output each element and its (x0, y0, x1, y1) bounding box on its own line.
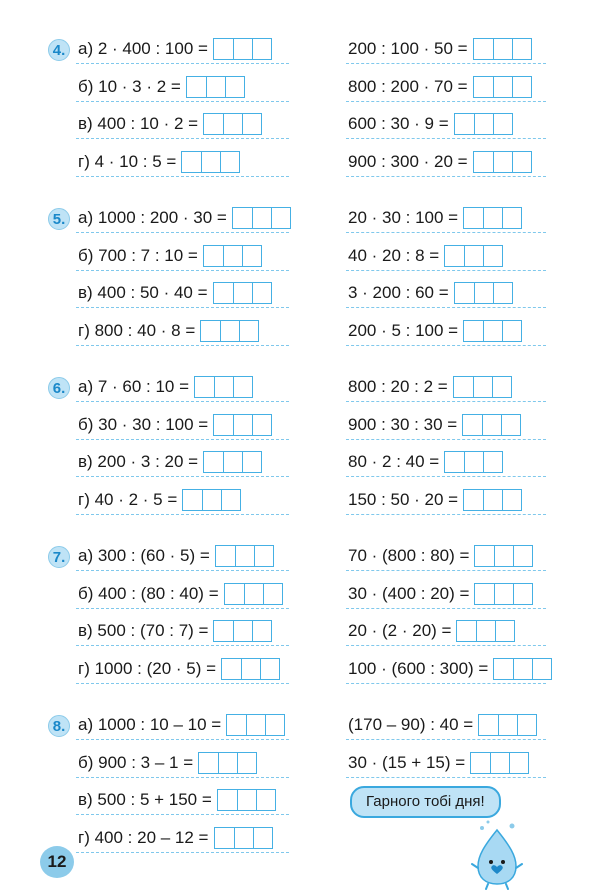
answer-cell[interactable] (220, 321, 239, 341)
answer-boxes[interactable] (474, 545, 533, 567)
expression-text: б) 400 : (80 : 40) = (78, 583, 219, 603)
expression-left (78, 450, 262, 474)
expression-text: 200 : 100 · 50 = (348, 39, 468, 58)
answer-cell[interactable] (222, 659, 241, 679)
answer-cell[interactable] (227, 715, 246, 735)
answer-cell[interactable] (225, 584, 244, 604)
answer-cell[interactable] (235, 546, 254, 566)
answer-cell[interactable] (218, 790, 237, 810)
answer-cell[interactable] (455, 114, 474, 134)
answer-cell[interactable] (509, 753, 528, 773)
dashed-guide-line (76, 307, 289, 308)
dashed-guide-line (76, 345, 289, 346)
answer-cell[interactable] (502, 490, 521, 510)
dashed-guide-line (346, 270, 546, 271)
answer-boxes[interactable] (444, 245, 503, 267)
expression-text: а) 7 · 60 : 10 = (78, 377, 190, 396)
answer-cell[interactable] (271, 208, 290, 228)
answer-cell[interactable] (204, 452, 223, 472)
answer-boxes[interactable] (226, 714, 285, 736)
answer-cell[interactable] (201, 321, 220, 341)
answer-cell[interactable] (256, 790, 275, 810)
answer-boxes[interactable] (478, 714, 537, 736)
answer-boxes[interactable] (213, 620, 272, 642)
expression-text: 80 · 2 : 40 = (348, 452, 440, 471)
dashed-guide-line (76, 777, 289, 778)
dashed-guide-line (76, 439, 289, 440)
expression-text: в) 400 : 10 · 2 = (78, 114, 199, 133)
answer-boxes[interactable] (221, 658, 280, 680)
answer-cell[interactable] (252, 283, 271, 303)
expression-text: а) 2 · 400 : 100 = (78, 39, 208, 58)
dashed-guide-line (76, 739, 289, 740)
answer-cell[interactable] (532, 659, 551, 679)
answer-cell[interactable] (493, 114, 512, 134)
task-number-badge: 4. (48, 39, 70, 61)
answer-boxes[interactable] (215, 545, 274, 567)
answer-cell[interactable] (474, 77, 493, 97)
answer-boxes[interactable] (200, 320, 259, 342)
exercise-row (0, 579, 600, 617)
answer-cell[interactable] (475, 546, 494, 566)
answer-cell[interactable] (479, 715, 498, 735)
answer-cell[interactable] (512, 77, 531, 97)
expression-right (348, 713, 537, 737)
dashed-guide-line (76, 63, 289, 64)
dashed-guide-line (346, 476, 546, 477)
dashed-guide-line (76, 476, 289, 477)
answer-cell[interactable] (233, 208, 252, 228)
answer-boxes[interactable] (470, 752, 529, 774)
answer-boxes[interactable] (203, 113, 262, 135)
dashed-guide-line (76, 232, 289, 233)
expression-right (348, 75, 532, 99)
exercise-row (0, 748, 600, 786)
answer-boxes[interactable] (444, 451, 503, 473)
expression-text: в) 400 : 50 · 40 = (78, 283, 208, 302)
expression-text: (170 – 90) : 40 = (348, 715, 474, 734)
exercise-row (0, 485, 600, 523)
answer-cell[interactable] (183, 490, 202, 510)
expression-text: в) 500 : (70 : 7) = (78, 621, 209, 640)
expression-text: 30 · (15 + 15) = (348, 752, 466, 772)
answer-cell[interactable] (483, 452, 502, 472)
answer-cell[interactable] (214, 283, 233, 303)
answer-cell[interactable] (253, 828, 272, 848)
answer-cell[interactable] (457, 621, 476, 641)
expression-text: 70 · (800 : 80) = (348, 546, 470, 565)
answer-cell[interactable] (483, 208, 502, 228)
answer-cell[interactable] (501, 415, 520, 435)
answer-boxes[interactable] (213, 38, 272, 60)
answer-cell[interactable] (214, 39, 233, 59)
answer-cell[interactable] (233, 377, 252, 397)
dashed-guide-line (346, 570, 546, 571)
expression-text: 20 · (2 · 20) = (348, 621, 452, 640)
answer-cell[interactable] (502, 208, 521, 228)
expression-text: а) 1000 : 200 · 30 = (78, 208, 227, 227)
answer-cell[interactable] (233, 415, 252, 435)
answer-cell[interactable] (244, 584, 263, 604)
expression-left (78, 150, 240, 174)
expression-text: г) 1000 : (20 · 5) = (78, 658, 217, 678)
expression-right (348, 582, 533, 606)
answer-cell[interactable] (490, 753, 509, 773)
dashed-guide-line (346, 176, 546, 177)
answer-boxes[interactable] (493, 658, 552, 680)
expression-text: г) 400 : 20 – 12 = (78, 827, 209, 847)
answer-cell[interactable] (242, 246, 261, 266)
expression-left (78, 244, 262, 268)
expression-right (348, 244, 503, 268)
answer-cell[interactable] (233, 39, 252, 59)
answer-boxes[interactable] (224, 583, 283, 605)
answer-cell[interactable] (201, 152, 220, 172)
answer-cell[interactable] (494, 546, 513, 566)
answer-cell[interactable] (265, 715, 284, 735)
answer-cell[interactable] (502, 321, 521, 341)
expression-left (78, 488, 241, 512)
dashed-guide-line (76, 814, 289, 815)
answer-boxes[interactable] (198, 752, 257, 774)
expression-right (348, 281, 513, 305)
answer-cell[interactable] (454, 377, 473, 397)
expression-text: б) 900 : 3 – 1 = (78, 752, 194, 772)
answer-cell[interactable] (216, 546, 235, 566)
answer-cell[interactable] (204, 246, 223, 266)
answer-cell[interactable] (206, 77, 225, 97)
answer-cell[interactable] (242, 452, 261, 472)
exercise-row (0, 72, 600, 110)
expression-left (78, 112, 262, 136)
answer-cell[interactable] (494, 584, 513, 604)
answer-cell[interactable] (182, 152, 201, 172)
answer-cell[interactable] (214, 377, 233, 397)
exercise-row (0, 654, 600, 692)
answer-cell[interactable] (234, 828, 253, 848)
task-number-badge: 5. (48, 208, 70, 230)
expression-right (348, 450, 503, 474)
dashed-guide-line (346, 439, 546, 440)
answer-cell[interactable] (464, 490, 483, 510)
expression-text: б) 10 · 3 · 2 = (78, 76, 181, 96)
dashed-guide-line (346, 683, 546, 684)
answer-cell[interactable] (493, 283, 512, 303)
expression-right (348, 319, 522, 343)
exercise-row (0, 410, 600, 448)
answer-boxes[interactable] (456, 620, 515, 642)
answer-cell[interactable] (239, 321, 258, 341)
answer-cell[interactable] (199, 753, 218, 773)
answer-cell[interactable] (223, 246, 242, 266)
exercise-row (0, 316, 600, 354)
expression-right (348, 37, 532, 61)
page-number: 12 (40, 846, 74, 878)
answer-boxes[interactable] (213, 414, 272, 436)
dashed-guide-line (346, 232, 546, 233)
answer-boxes[interactable] (473, 76, 532, 98)
answer-cell[interactable] (498, 715, 517, 735)
expression-right (348, 112, 513, 136)
answer-boxes[interactable] (454, 282, 513, 304)
answer-boxes[interactable] (203, 451, 262, 473)
expression-left (78, 206, 291, 230)
expression-text: б) 700 : 7 : 10 = (78, 245, 198, 265)
task-number-badge: 7. (48, 546, 70, 568)
expression-left (78, 281, 272, 305)
answer-cell[interactable] (263, 584, 282, 604)
expression-right (348, 488, 522, 512)
answer-boxes[interactable] (473, 151, 532, 173)
expression-text: г) 800 : 40 · 8 = (78, 320, 196, 340)
expression-left (78, 544, 274, 568)
expression-left (78, 37, 272, 61)
answer-cell[interactable] (513, 546, 532, 566)
answer-cell[interactable] (242, 114, 261, 134)
answer-cell[interactable] (220, 152, 239, 172)
answer-cell[interactable] (225, 77, 244, 97)
answer-cell[interactable] (445, 246, 464, 266)
answer-cell[interactable] (476, 621, 495, 641)
answer-cell[interactable] (195, 377, 214, 397)
answer-cell[interactable] (513, 659, 532, 679)
expression-left (78, 657, 280, 681)
answer-cell[interactable] (223, 452, 242, 472)
expression-right (348, 619, 515, 643)
dashed-guide-line (76, 852, 289, 853)
answer-cell[interactable] (223, 114, 242, 134)
expression-right (348, 657, 552, 681)
answer-cell[interactable] (252, 208, 271, 228)
expression-right (348, 751, 529, 775)
expression-right (348, 150, 532, 174)
answer-boxes[interactable] (463, 489, 522, 511)
expression-text: в) 500 : 5 + 150 = (78, 790, 212, 809)
expression-text: 900 : 300 · 20 = (348, 151, 468, 171)
exercise-row (0, 541, 600, 579)
answer-boxes[interactable] (194, 376, 253, 398)
answer-boxes[interactable] (454, 113, 513, 135)
answer-cell[interactable] (464, 208, 483, 228)
answer-cell[interactable] (464, 321, 483, 341)
dashed-guide-line (76, 270, 289, 271)
answer-cell[interactable] (474, 114, 493, 134)
dashed-guide-line (346, 514, 546, 515)
answer-cell[interactable] (214, 621, 233, 641)
answer-cell[interactable] (512, 39, 531, 59)
dashed-guide-line (346, 608, 546, 609)
expression-left (78, 751, 257, 775)
expression-left (78, 375, 253, 399)
expression-left (78, 788, 276, 812)
answer-boxes[interactable] (214, 827, 273, 849)
answer-boxes[interactable] (232, 207, 291, 229)
exercise-row (0, 447, 600, 485)
answer-cell[interactable] (237, 753, 256, 773)
expression-text: г) 4 · 10 : 5 = (78, 151, 177, 171)
dashed-guide-line (76, 608, 289, 609)
expression-left (78, 413, 272, 437)
dashed-guide-line (346, 101, 546, 102)
exercise-row (0, 109, 600, 147)
dashed-guide-line (76, 176, 289, 177)
dashed-guide-line (346, 777, 546, 778)
expression-right (348, 375, 512, 399)
answer-cell[interactable] (215, 828, 234, 848)
answer-cell[interactable] (495, 621, 514, 641)
exercise-row (0, 241, 600, 279)
exercise-row (0, 147, 600, 185)
answer-cell[interactable] (463, 415, 482, 435)
answer-cell[interactable] (445, 452, 464, 472)
dashed-guide-line (346, 307, 546, 308)
dashed-guide-line (76, 138, 289, 139)
answer-cell[interactable] (204, 114, 223, 134)
answer-cell[interactable] (218, 753, 237, 773)
expression-text: 600 : 30 · 9 = (348, 114, 449, 133)
answer-cell[interactable] (221, 490, 240, 510)
task-number-badge: 6. (48, 377, 70, 399)
answer-cell[interactable] (483, 321, 502, 341)
answer-cell[interactable] (237, 790, 256, 810)
expression-text: а) 300 : (60 · 5) = (78, 546, 210, 565)
expression-right (348, 206, 522, 230)
answer-cell[interactable] (474, 283, 493, 303)
answer-cell[interactable] (483, 246, 502, 266)
answer-cell[interactable] (475, 584, 494, 604)
answer-cell[interactable] (493, 152, 512, 172)
answer-boxes[interactable] (213, 282, 272, 304)
dashed-guide-line (76, 570, 289, 571)
answer-cell[interactable] (233, 621, 252, 641)
expression-text: в) 200 · 3 : 20 = (78, 452, 199, 471)
exercise-row (0, 203, 600, 241)
task-number-badge: 8. (48, 715, 70, 737)
answer-boxes[interactable] (474, 583, 533, 605)
answer-cell[interactable] (492, 377, 511, 397)
wish-banner: Гарного тобі дня! (350, 786, 501, 818)
answer-boxes[interactable] (217, 789, 276, 811)
exercise-row (0, 34, 600, 72)
dashed-guide-line (76, 683, 289, 684)
expression-text: 40 · 20 : 8 = (348, 245, 440, 265)
answer-cell[interactable] (187, 77, 206, 97)
expression-text: 900 : 30 : 30 = (348, 414, 458, 434)
answer-boxes[interactable] (463, 207, 522, 229)
answer-cell[interactable] (464, 452, 483, 472)
dashed-guide-line (346, 739, 546, 740)
answer-cell[interactable] (233, 283, 252, 303)
answer-cell[interactable] (464, 246, 483, 266)
answer-cell[interactable] (252, 39, 271, 59)
dashed-guide-line (76, 645, 289, 646)
expression-text: 200 · 5 : 100 = (348, 320, 459, 340)
exercise-row (0, 278, 600, 316)
dashed-guide-line (346, 401, 546, 402)
exercise-row (0, 710, 600, 748)
answer-cell[interactable] (260, 659, 279, 679)
answer-boxes[interactable] (453, 376, 512, 398)
answer-cell[interactable] (254, 546, 273, 566)
expression-text: 20 · 30 : 100 = (348, 208, 459, 227)
dashed-guide-line (346, 345, 546, 346)
answer-boxes[interactable] (463, 320, 522, 342)
answer-cell[interactable] (482, 415, 501, 435)
answer-cell[interactable] (252, 621, 271, 641)
answer-boxes[interactable] (181, 151, 240, 173)
expression-left (78, 582, 283, 606)
expression-right (348, 413, 521, 437)
dashed-guide-line (76, 401, 289, 402)
answer-cell[interactable] (493, 77, 512, 97)
expression-left (78, 319, 259, 343)
expression-text: 3 · 200 : 60 = (348, 283, 449, 302)
expression-text: г) 40 · 2 · 5 = (78, 489, 178, 509)
answer-cell[interactable] (471, 753, 490, 773)
expression-left (78, 713, 285, 737)
expression-left (78, 75, 245, 99)
answer-cell[interactable] (474, 39, 493, 59)
answer-cell[interactable] (483, 490, 502, 510)
answer-cell[interactable] (473, 377, 492, 397)
answer-cell[interactable] (214, 415, 233, 435)
answer-cell[interactable] (493, 39, 512, 59)
answer-boxes[interactable] (182, 489, 241, 511)
answer-cell[interactable] (252, 415, 271, 435)
mascot-drop-icon (464, 818, 530, 890)
dashed-guide-line (76, 101, 289, 102)
dashed-guide-line (76, 514, 289, 515)
answer-cell[interactable] (517, 715, 536, 735)
answer-boxes[interactable] (462, 414, 521, 436)
answer-cell[interactable] (513, 584, 532, 604)
expression-text: 100 · (600 : 300) = (348, 658, 489, 678)
answer-cell[interactable] (512, 152, 531, 172)
expression-right (348, 544, 533, 568)
expression-text: 800 : 20 : 2 = (348, 377, 448, 396)
expression-text: 800 : 200 · 70 = (348, 76, 468, 96)
answer-boxes[interactable] (203, 245, 262, 267)
expression-text: а) 1000 : 10 – 10 = (78, 715, 222, 734)
answer-cell[interactable] (241, 659, 260, 679)
answer-cell[interactable] (474, 152, 493, 172)
dashed-guide-line (346, 63, 546, 64)
dashed-guide-line (346, 138, 546, 139)
answer-cell[interactable] (494, 659, 513, 679)
answer-boxes[interactable] (186, 76, 245, 98)
exercise-row (0, 372, 600, 410)
exercise-row (0, 616, 600, 654)
dashed-guide-line (346, 645, 546, 646)
answer-cell[interactable] (202, 490, 221, 510)
expression-text: 30 · (400 : 20) = (348, 583, 470, 603)
expression-text: 150 : 50 · 20 = (348, 489, 459, 509)
answer-boxes[interactable] (473, 38, 532, 60)
expression-text: б) 30 · 30 : 100 = (78, 414, 209, 434)
answer-cell[interactable] (246, 715, 265, 735)
expression-left (78, 826, 273, 850)
answer-cell[interactable] (455, 283, 474, 303)
expression-left (78, 619, 272, 643)
